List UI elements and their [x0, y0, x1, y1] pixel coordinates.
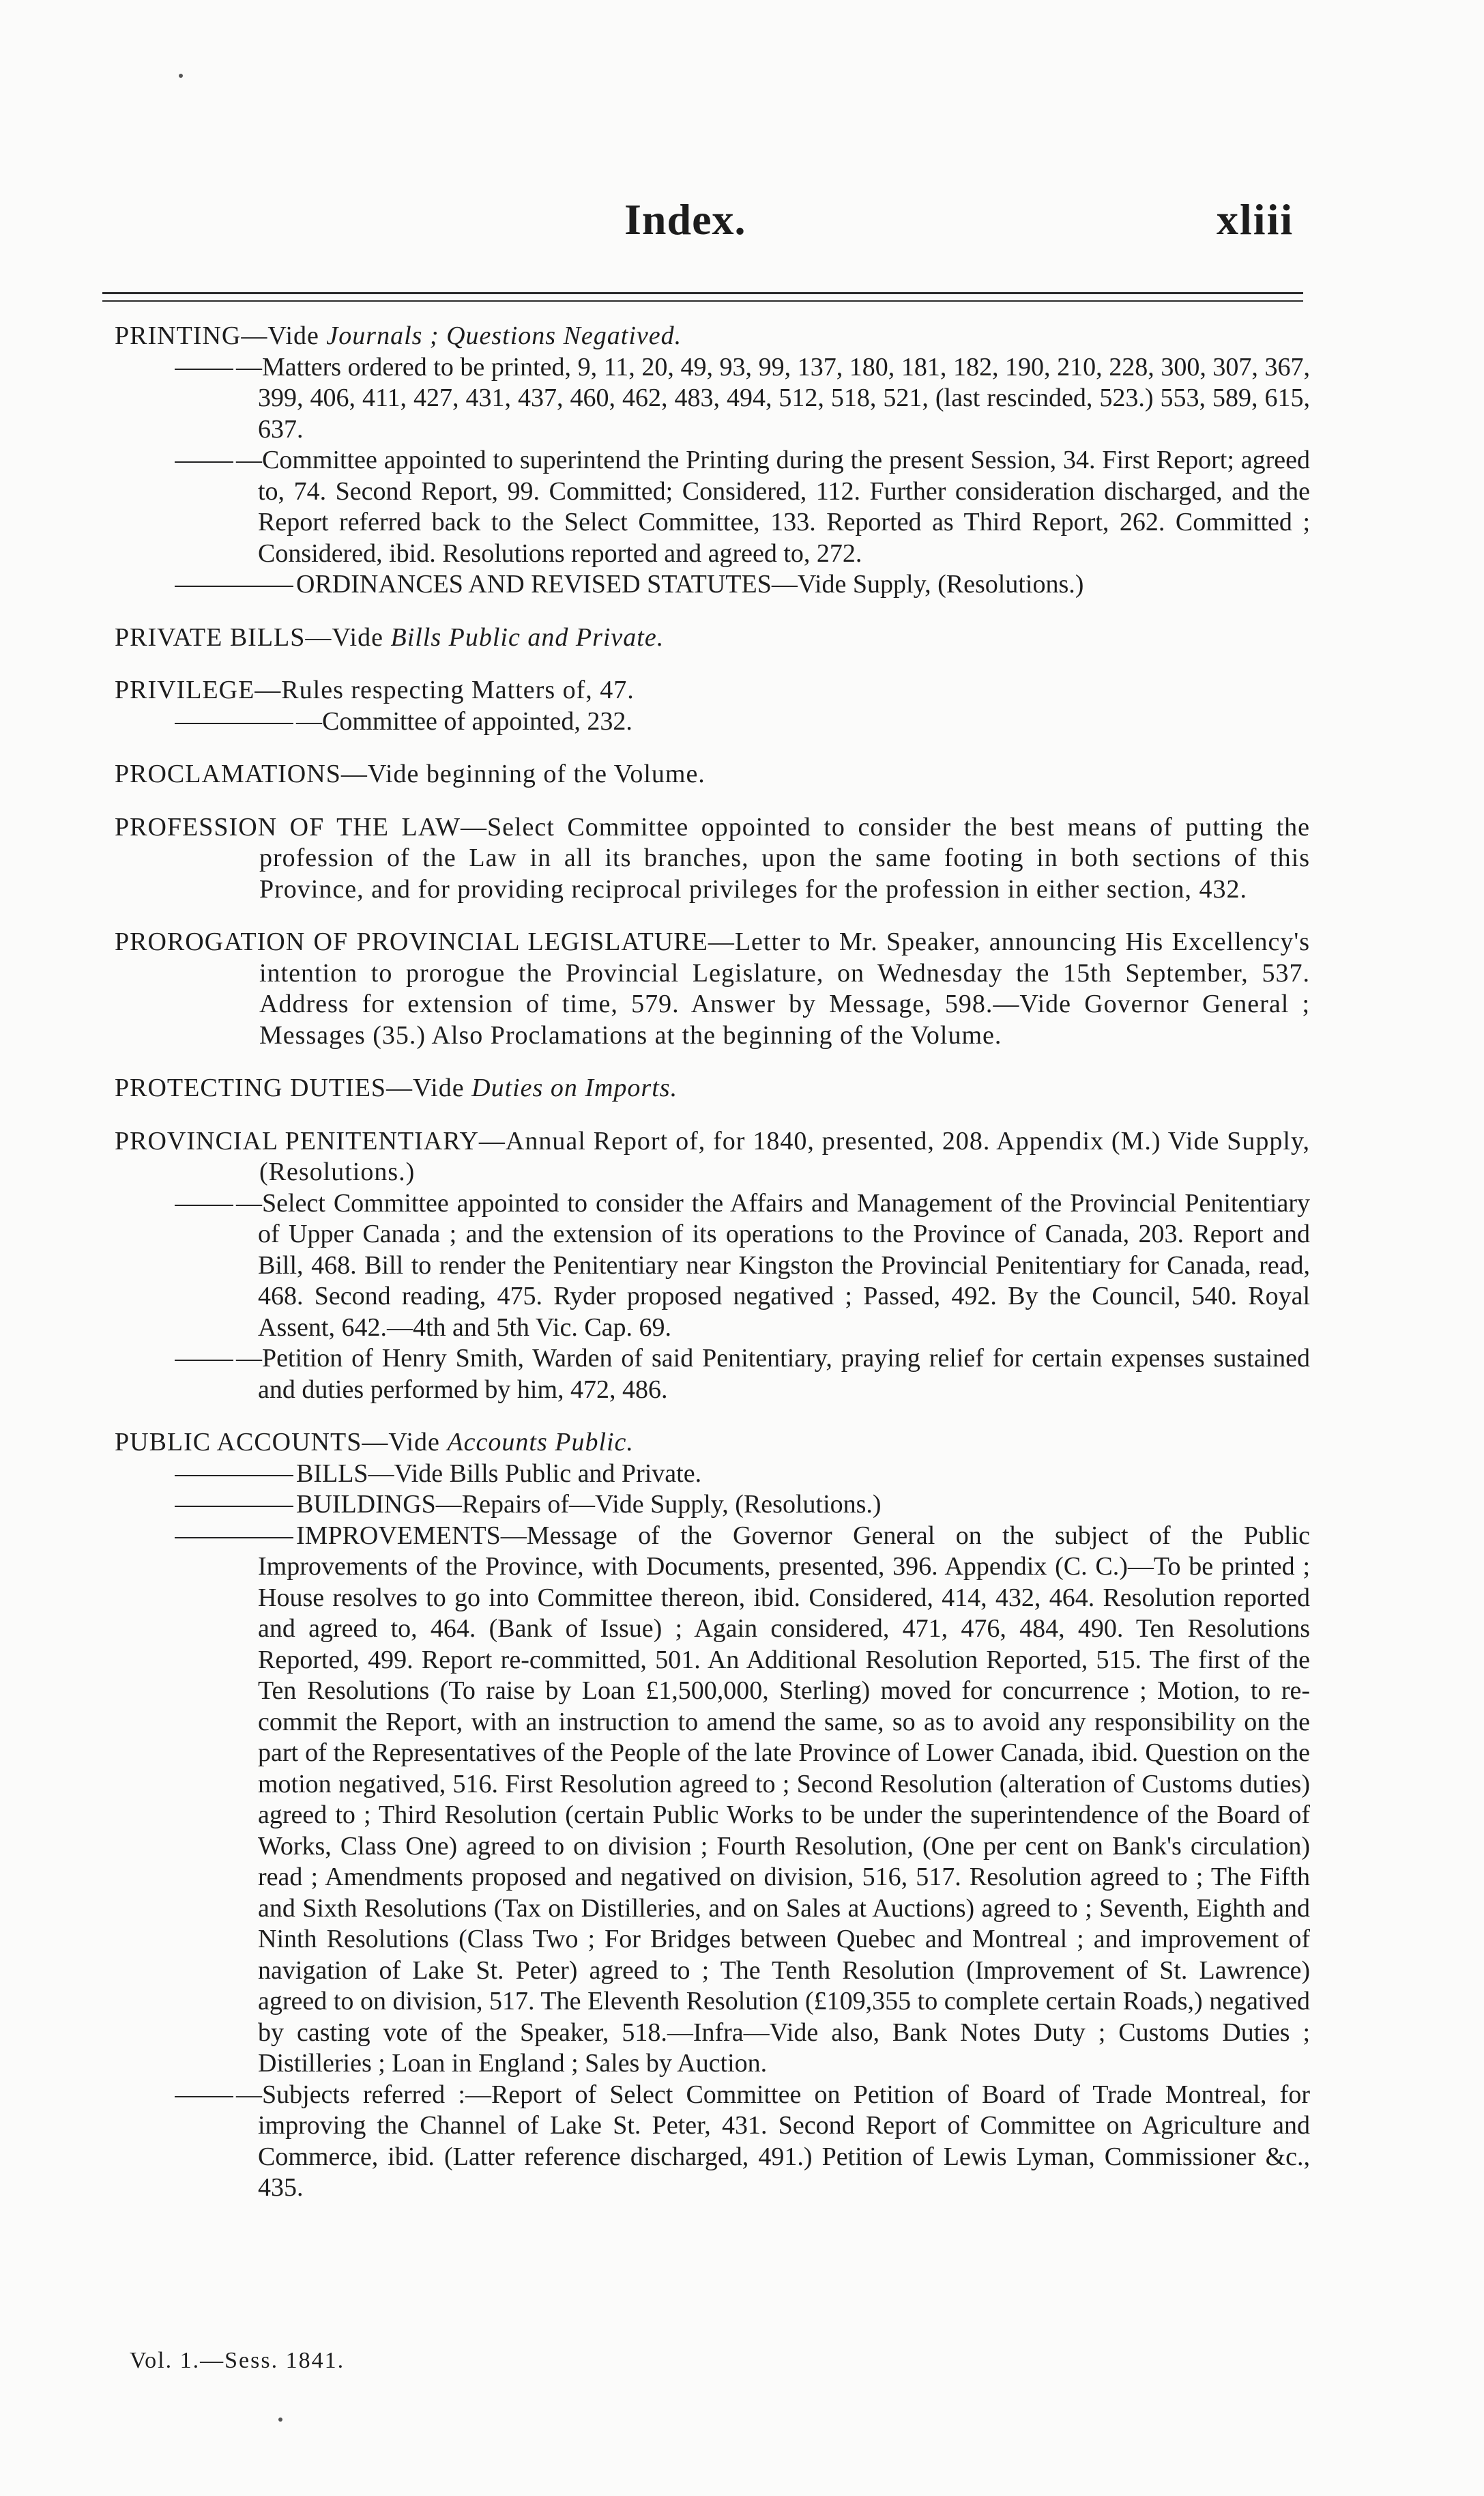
entry-subheading — [115, 569, 1310, 601]
ditto-dash — [175, 1506, 293, 1507]
page-number: xliii — [1217, 195, 1294, 244]
entry-subheading — [115, 1489, 1310, 1521]
index-entries — [115, 321, 1310, 2226]
speck-mark — [278, 2418, 282, 2422]
ditto-dash — [175, 1205, 233, 1206]
entry-subheading — [115, 352, 1310, 446]
entry-heading-text: PROROGATION OF PROVINCIAL LEGISLATURE—Letter to Mr. Speaker, announcing His Excellency's intention to prorogue the Provincial Legislature, on Wednesday the 15th September, 537. Address for extension of time, 579. Answer by Message, 598.—Vide Governor General ; Messages (35.) Also Proclamations at the beginning of the Volume. — [115, 928, 1310, 1050]
page-title: Index. — [624, 195, 746, 244]
entry-heading — [115, 1126, 1310, 1188]
entry-cross-reference: Accounts Public. — [447, 1428, 634, 1457]
ditto-dash — [175, 1537, 293, 1538]
entry-heading-text: PRIVATE BILLS—Vide — [115, 622, 383, 652]
entry-heading-text: PRINTING—Vide — [115, 321, 319, 350]
entry-heading — [115, 321, 1310, 352]
subheading-text: —Subjects referred :—Report of Select Committee on Petition of Board of Trade Montreal, for improving the Channel of Lake St. Peter, 431. Second Report of Committee on Agriculture and Commerce, ibid. (Latter reference discharged, 491.) Petition of Lewis Lyman, Commissioner &c., 435. — [236, 2080, 1310, 2202]
entry-heading — [115, 1427, 1310, 1459]
entry-heading — [115, 927, 1310, 1051]
index-entry-profession — [115, 812, 1310, 906]
ditto-dash — [175, 2096, 233, 2097]
entry-cross-reference: Duties on Imports. — [471, 1074, 678, 1102]
index-entry-private-bills — [115, 622, 1310, 654]
entry-heading-text: PROTECTING DUTIES—Vide — [115, 1074, 465, 1102]
volume-footer: Vol. 1.—Sess. 1841. — [130, 2348, 345, 2373]
index-entry-privilege — [115, 675, 1310, 737]
entry-heading-text: PRIVILEGE—Rules respecting Matters of, 47. — [115, 676, 635, 704]
header-rule-secondary — [102, 300, 1303, 302]
entry-heading-text: PROVINCIAL PENITENTIARY—Annual Report of, for 1840, presented, 208. Appendix (M.) Vide Supply, (Resolutions.) — [115, 1126, 1310, 1186]
entry-subheading — [115, 1521, 1310, 2080]
ditto-dash — [175, 369, 233, 370]
subheading-text: IMPROVEMENTS—Message of the Governor General on the subject of the Public Improvements of the Province, with Documents, presented, 396. Appendix (C. C.)—To be printed ; House resolves to go into Committee thereon, ibid. Considered, 414, 432, 464. Resolution reported and agreed to, 464. (Bank of Issue) ; Again considered, 471, 476, 484, 490. Ten Resolutions Reported, 499. Report re-committed, 501. An Additional Resolution Reported, 515. The first of the Ten Resolutions (To raise by Loan £1,500,000, Sterling) moved for concurrence ; Motion, to re-commit the Report, with an instruction to amend the same, so as to avoid any responsibility on the part of the Representatives of the People of the late Province of Lower Canada, ibid. Question on the motion negatived, 516. First Resolution agreed to ; Second Resolution (alteration of Customs duties) agreed to ; Third Resolution (certain Public Works to be under the superintendence of the Board of Works, Class One) agreed to on division ; Fourth Resolution, (One per cent on Bank's circulation) read ; Amendments proposed and negatived on division, 516, 517. Resolution agreed to ; The Fifth and Sixth Resolutions (Tax on Distilleries, and on Sales at Auctions) agreed to ; Seventh, Eighth and Ninth Resolutions (Class Two ; For Bridges between Quebec and Montreal ; and improvement of navigation of Lake St. Peter) agreed to ; The Tenth Resolution (Improvement of St. Lawrence) agreed to on division, 517. The Eleventh Resolution (£109,355 to complete certain Roads,) negatived by casting vote of the Speaker, 518.—Infra—Vide also, Bank Notes Duty ; Customs Duties ; Distilleries ; Loan in England ; Sales by Auction. — [258, 1521, 1310, 2078]
entry-subheading — [115, 1459, 1310, 1490]
entry-heading — [115, 675, 1310, 706]
entry-heading — [115, 812, 1310, 906]
entry-subheading — [115, 445, 1310, 569]
entry-subheading — [115, 1343, 1310, 1405]
entry-heading-text: PUBLIC ACCOUNTS—Vide — [115, 1428, 440, 1457]
index-entry-public-accounts — [115, 1427, 1310, 2204]
entry-heading-text: PROCLAMATIONS—Vide beginning of the Volume. — [115, 760, 705, 788]
subheading-text: —Committee appointed to superintend the Printing during the present Session, 34. First Report; agreed to, 74. Second Report, 99. Committed; Considered, 112. Further consideration discharged, and the Report referred back to the Select Committee, 133. Reported as Third Report, 262. Committed ; Considered, ibid. Resolutions reported and agreed to, 272. — [236, 446, 1310, 568]
subheading-text: ORDINANCES AND REVISED STATUTES—Vide Supply, (Resolutions.) — [296, 570, 1084, 599]
subheading-text: —Select Committee appointed to consider the Affairs and Management of the Provincial Penitentiary of Upper Canada ; and the extension of its operations to the Province of Canada, 203. Report and Bill, 468. Bill to render the Penitentiary near Kingston the Provincial Penitentiary for Canada, read, 468. Second reading, 475. Ryder proposed negatived ; Passed, 492. By the Council, 540. Royal Assent, 642.—4th and 5th Vic. Cap. 69. — [236, 1188, 1310, 1342]
ditto-dash — [175, 586, 293, 587]
index-entry-protecting-duties — [115, 1073, 1310, 1104]
entry-subheading — [115, 706, 1310, 738]
index-entry-proclamations — [115, 759, 1310, 790]
speck-mark — [179, 74, 183, 78]
entry-heading — [115, 622, 1310, 654]
entry-cross-reference: Journals ; Questions Negatived. — [326, 321, 682, 350]
entry-cross-reference: Bills Public and Private. — [390, 622, 665, 652]
subheading-text: —Committee of appointed, 232. — [296, 706, 632, 736]
ditto-dash — [175, 723, 293, 724]
entry-heading — [115, 759, 1310, 790]
entry-subheading — [115, 1188, 1310, 1344]
entry-heading — [115, 1073, 1310, 1104]
subheading-text: —Petition of Henry Smith, Warden of said Penitentiary, praying relief for certain expenses sustained and duties performed by him, 472, 486. — [236, 1344, 1310, 1404]
ditto-dash — [175, 1360, 233, 1361]
subheading-text: BUILDINGS—Repairs of—Vide Supply, (Resolutions.) — [296, 1490, 882, 1519]
entry-heading-text: PROFESSION OF THE LAW—Select Committee oppointed to consider the best means of putting the profession of the Law in all its branches, upon the same footing in both sections of this Province, and for providing reciprocal privileges for the profession in either section, 432. — [115, 812, 1310, 904]
index-entry-penitentiary — [115, 1126, 1310, 1406]
index-entry-printing — [115, 321, 1310, 601]
header-rule — [102, 292, 1303, 294]
subheading-text: BILLS—Vide Bills Public and Private. — [296, 1459, 702, 1488]
entry-subheading — [115, 2080, 1310, 2204]
ditto-dash — [175, 461, 233, 463]
ditto-dash — [175, 1475, 293, 1476]
index-entry-prorogation — [115, 927, 1310, 1051]
subheading-text: —Matters ordered to be printed, 9, 11, 20, 49, 93, 99, 137, 180, 181, 182, 190, 210, 228, 300, 307, 367, 399, 406, 411, 427, 431, 437, 460, 462, 483, 494, 512, 518, 521, (last rescinded, 523.) 553, 589, 615, 637. — [236, 352, 1310, 444]
